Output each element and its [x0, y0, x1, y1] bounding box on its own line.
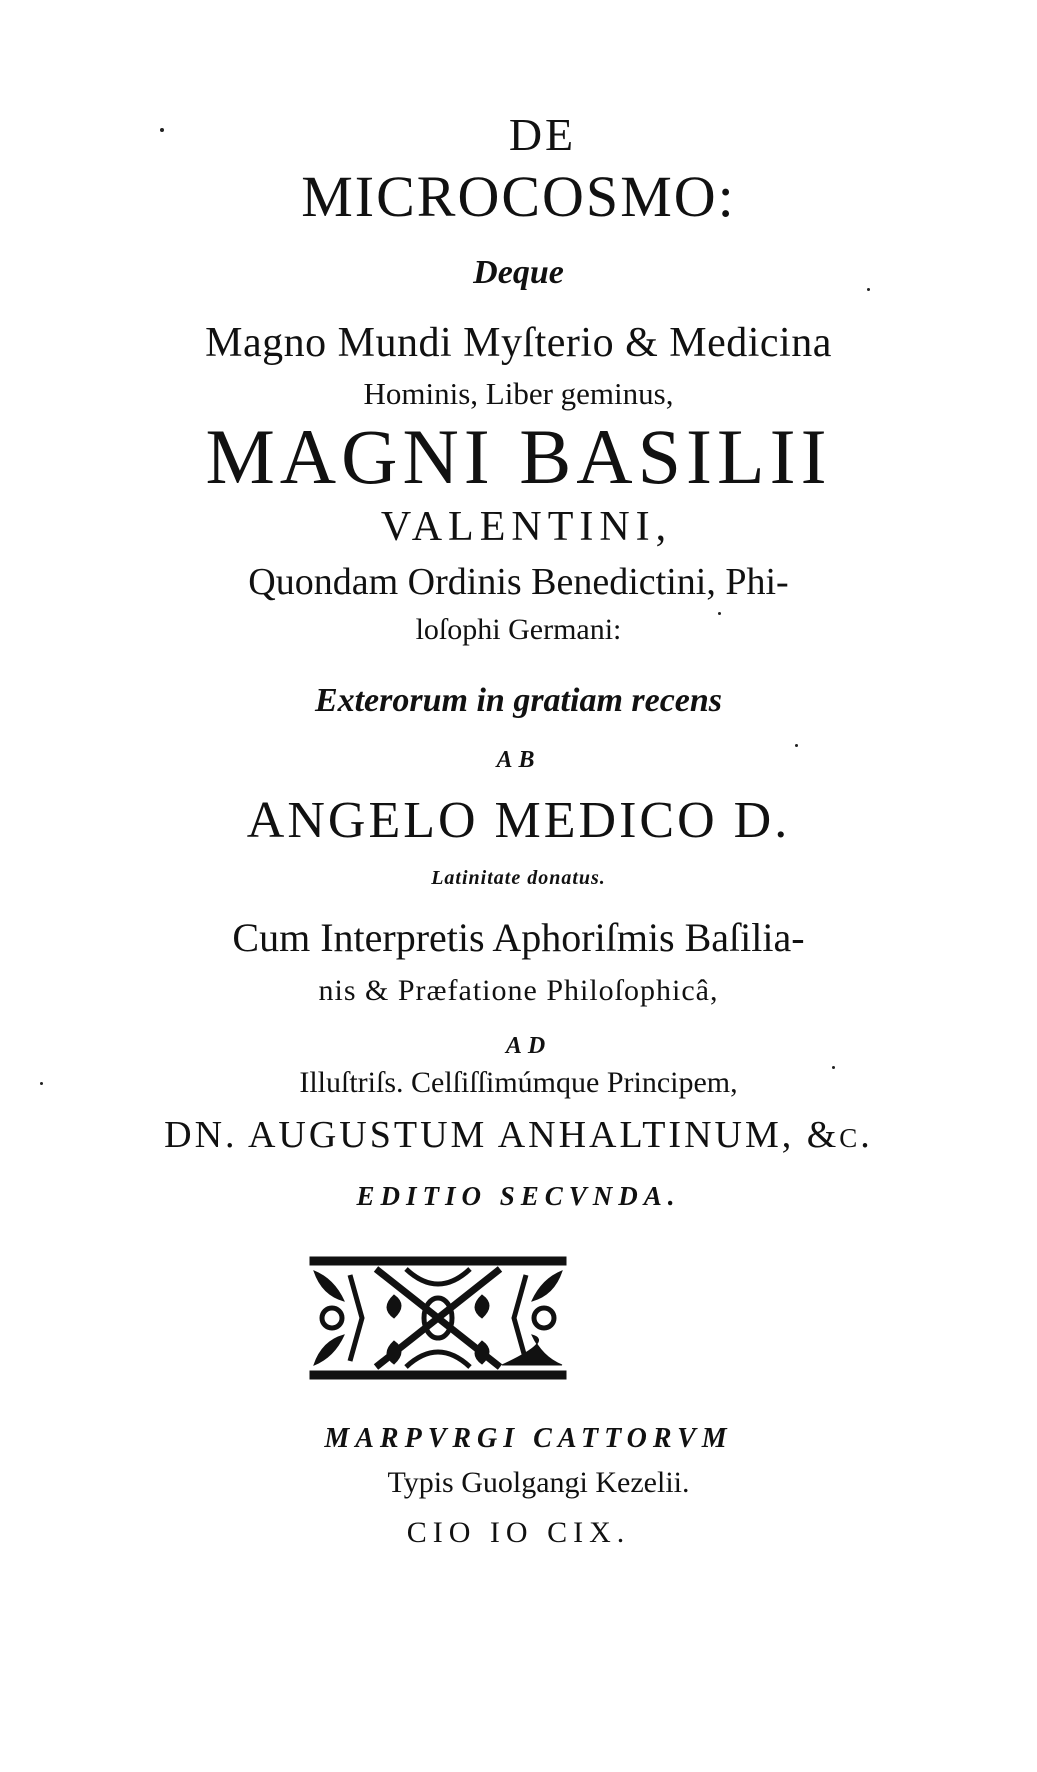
- scan-speck: [867, 288, 870, 291]
- author-name: MAGNI BASILII: [205, 413, 832, 500]
- scan-speck: [832, 1066, 835, 1069]
- author-valentini: VALENTINI,: [380, 504, 673, 550]
- imprint-year: CIO IO CIX.: [406, 1516, 631, 1549]
- ab-line: AB: [496, 747, 541, 773]
- author-losophi: loſophi Germani:: [415, 613, 622, 646]
- nis-line: nis & Præfatione Philoſophicâ,: [318, 974, 719, 1007]
- imprint-city: MARPVRGI CATTORVM: [324, 1423, 733, 1454]
- title-microcosmo: MICROCOSMO:: [301, 164, 736, 229]
- translator-name: ANGELO MEDICO D.: [246, 792, 791, 849]
- scan-speck: [160, 128, 164, 132]
- scan-speck: [718, 612, 721, 615]
- subtitle-deque: Deque: [473, 254, 564, 291]
- illustriss-line: Illuſtriſs. Celſiſſimúmque Principem,: [299, 1066, 738, 1099]
- latinitate-line: Latinitate donatus.: [431, 867, 606, 889]
- title-de: DE: [508, 109, 577, 160]
- cum-line: Cum Interpretis Aphoriſmis Baſilia-: [232, 915, 805, 960]
- imprint-printer: Typis Guolgangi Kezelii.: [387, 1466, 690, 1499]
- subtitle-hominis: Hominis, Liber geminus,: [363, 376, 674, 411]
- editio-line: EDITIO SECVNDA.: [356, 1181, 681, 1211]
- scan-speck: [40, 1082, 43, 1085]
- exterorum-line: Exterorum in gratiam recens: [314, 682, 723, 719]
- ad-line: AD: [505, 1033, 552, 1059]
- subtitle-magno: Magno Mundi Myſterio & Medicina: [205, 320, 832, 366]
- dedicatee-line: DN. AUGUSTUM ANHALTINUM, &c.: [164, 1114, 873, 1156]
- scan-speck: [795, 744, 798, 747]
- ornament-icon: [306, 1255, 570, 1381]
- author-quondam: Quondam Ordinis Benedictini, Phi-: [248, 561, 789, 603]
